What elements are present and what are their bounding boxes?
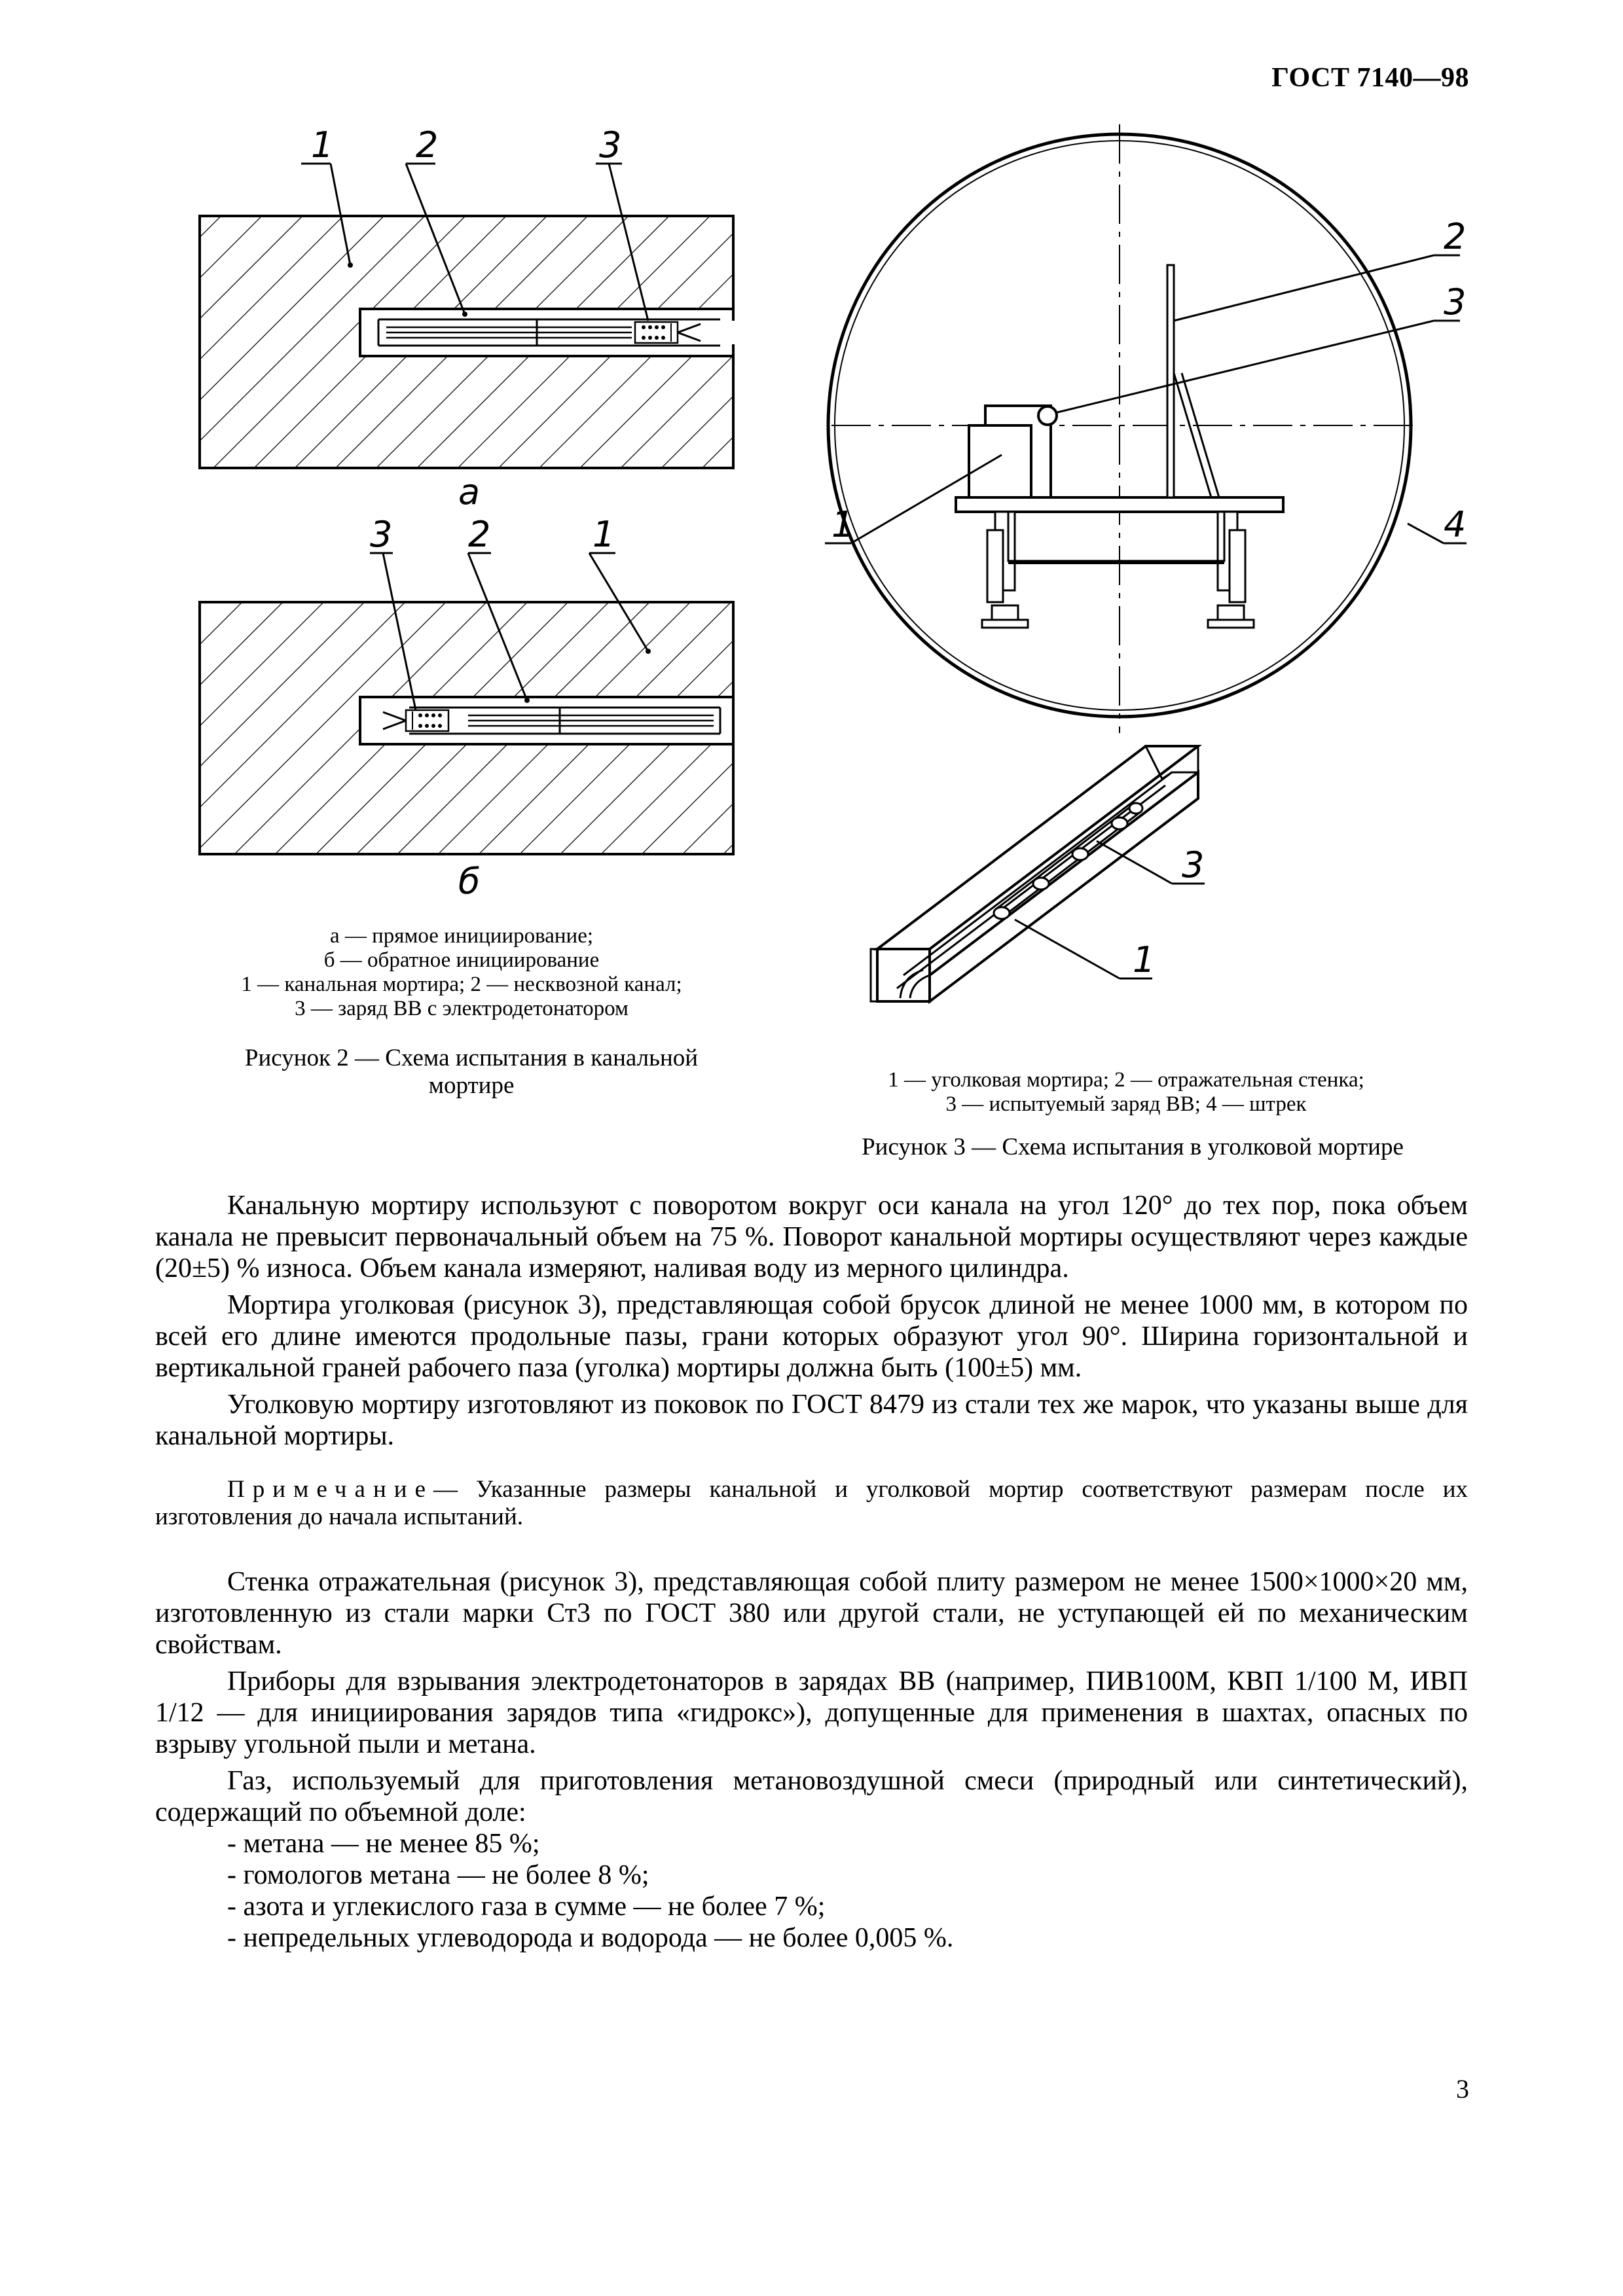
label-b: б: [458, 861, 481, 902]
tunnel-cross-section: [828, 124, 1414, 733]
callout-fig3-4: 4: [1444, 504, 1467, 545]
paragraph: Мортира уголковая (рисунок 3), представляющая собой брусок длиной не менее 1000 мм, в котором по всей его длине имеются продольные пазы, грани которых образуют угол 90°. Ширина горизонтальной и вертикальной граней рабочего паза (уголка) мортиры должна быть (100±5) мм.: [155, 1290, 1468, 1383]
figure-3-legend: [838, 1068, 1414, 1117]
paragraph: Стенка отражательная (рисунок 3), представляющая собой плиту размером не менее 1500×1000×20 мм, изготовленную из стали марки Ст3 по ГОСТ 380 или другой стали, не уступающей ей по механическим свойствам.: [155, 1567, 1468, 1660]
legend-line: 1 — канальная мортира; 2 — несквозной канал;: [241, 973, 682, 996]
callout-fig3-b-1: 1: [1133, 939, 1156, 980]
figure-3-caption: [799, 1134, 1467, 1161]
legend-line: 1 — уголковая мортира; 2 — отражательная стенка;: [888, 1068, 1364, 1092]
note-text: — Указанные размеры канальной и уголковой мортир соответствуют размерам после их изготовления до начала испытаний.: [155, 1476, 1468, 1530]
figure-3-drawing: [805, 124, 1480, 1060]
body-text-block-1: [155, 1190, 1468, 1452]
legend-line: а — прямое инициирование;: [329, 924, 594, 948]
callout-fig3-1: 1: [831, 504, 854, 545]
callout-a-3: 3: [599, 124, 622, 166]
caption-line: Рисунок 2 — Схема испытания в канальной: [244, 1045, 699, 1071]
paragraph: Канальную мортиру используют с поворотом вокруг оси канала на угол 120° до тех пор, пока объем канала не превысит первоначальный объем на 75 %. Поворот канальной мортиры осуществляют через каждые (20±5) % износа. Объем канала измеряют, наливая воду из мерного цилиндра.: [155, 1191, 1468, 1283]
legend-line: 3 — испытуемый заряд ВВ; 4 — штрек: [945, 1092, 1307, 1116]
paragraph: Уголковую мортиру изготовляют из поковок по ГОСТ 8479 из стали тех же марок, что указаны выше для канальной мортиры.: [155, 1390, 1468, 1451]
note-block: [155, 1476, 1468, 1531]
page-number: 3: [1456, 2074, 1469, 2104]
mortar-block-a: [200, 216, 759, 468]
figure-3: [805, 124, 1480, 1060]
note-label: Примечание: [227, 1476, 433, 1503]
figure-2-drawing: [190, 124, 759, 910]
mortar-block-b: [200, 602, 733, 854]
callout-b-1: 1: [593, 514, 615, 555]
callout-b-3: 3: [370, 514, 393, 555]
figure-2: [190, 124, 759, 910]
callout-b-2: 2: [468, 514, 491, 555]
paragraph: Газ, используемый для приготовления метановоздушной смеси (природный или синтетический), содержащий по объемной доле:: [155, 1766, 1468, 1827]
list-item: - гомологов метана — не более 8 %;: [227, 1860, 649, 1890]
body-text-block-2: [155, 1566, 1468, 1954]
callout-a-2: 2: [416, 124, 439, 166]
figure-2-legend: [190, 924, 733, 1021]
callout-a-1: 1: [311, 124, 334, 166]
paragraph: Приборы для взрывания электродетонаторов в зарядах ВВ (например, ПИВ100М, КВП 1/100 М, ИВП 1/12 — для инициирования зарядов типа «гидрокс»), допущенные для применения в шахтах, опасных по взрыву угольной пыли и метана.: [155, 1666, 1468, 1759]
callout-fig3-2: 2: [1444, 216, 1467, 257]
callout-fig3-b-3: 3: [1182, 844, 1205, 886]
caption-line: Рисунок 3 — Схема испытания в уголковой мортире: [862, 1134, 1404, 1160]
figure-2-caption: [190, 1045, 753, 1100]
callout-fig3-3: 3: [1444, 281, 1467, 323]
label-a: а: [458, 471, 481, 512]
document-code: ГОСТ 7140—98: [1271, 63, 1469, 93]
legend-line: б — обратное инициирование: [323, 948, 600, 972]
list-item: - метана — не менее 85 %;: [227, 1829, 540, 1859]
caption-line: мортире: [428, 1072, 515, 1099]
note-paragraph: [155, 1476, 1468, 1531]
legend-line: 3 — заряд ВВ с электродетонатором: [295, 997, 629, 1020]
list-item: - непредельных углеводорода и водорода — не более 0,005 %.: [227, 1923, 954, 1953]
list-item: - азота и углекислого газа в сумме — не более 7 %;: [227, 1892, 826, 1922]
